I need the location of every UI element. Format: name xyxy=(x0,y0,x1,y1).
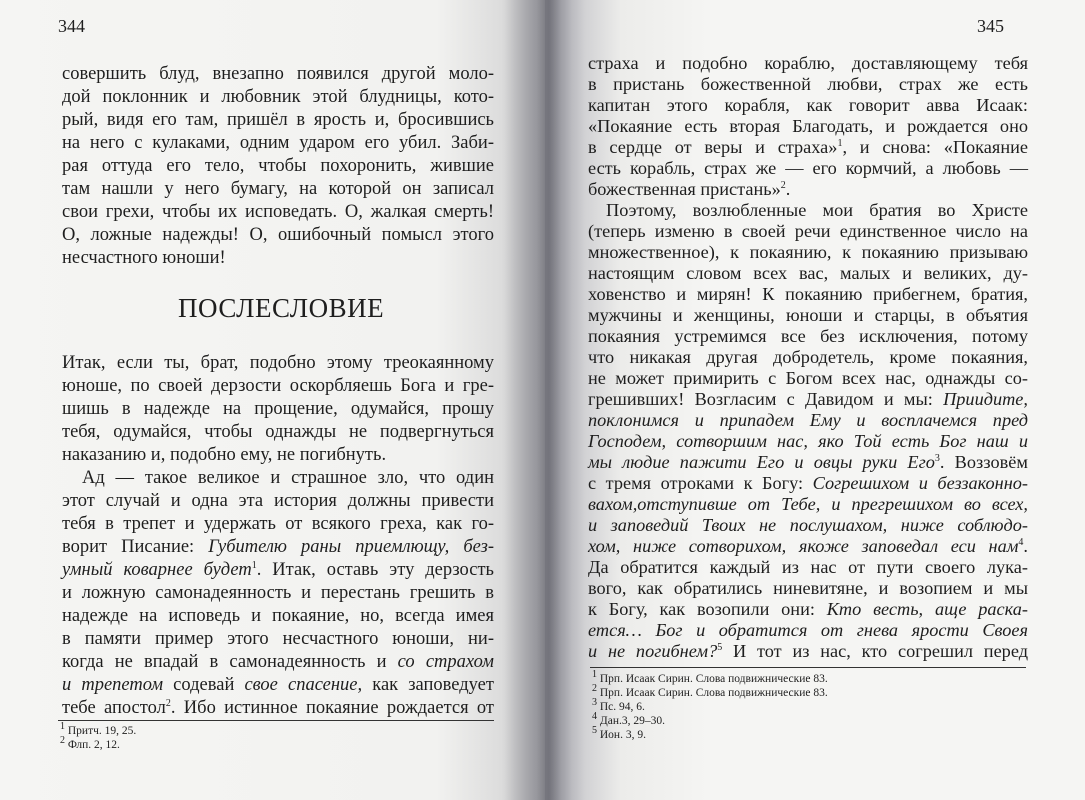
text-line: настоящим словом всех вас, малых и великих, ду- xyxy=(588,263,1028,283)
text-run: божественная пристань» xyxy=(588,179,781,199)
text-line: дой поклонник и любовник этой блудницы, кото- xyxy=(62,87,494,107)
footnote-ref: 2 xyxy=(165,697,171,709)
page-number-left: 344 xyxy=(58,16,85,36)
text-run: . Итак, оставь эту дерзость xyxy=(256,560,494,580)
text-line: этот случай и одна эта история должны привести xyxy=(62,491,494,511)
footnote-mark: 5 xyxy=(592,725,597,737)
quote-run: умный коварнее будет xyxy=(62,560,252,580)
text-line: ется… Бог и обратится от гнева ярости Своея xyxy=(588,620,1028,640)
quote-run: со страхом xyxy=(397,652,494,672)
text-line: «Покаяние есть вторая Благодать, и рождается оно xyxy=(588,116,1028,136)
text-line: наказанию и, подобно ему, не погибнуть. xyxy=(62,445,387,465)
footnote-text: Пс. 94, 6. xyxy=(599,701,645,713)
text-line xyxy=(588,640,1028,662)
footnote xyxy=(592,669,828,686)
footnote-text: Флп. 2, 12. xyxy=(67,739,120,751)
text-line: Поэтому, возлюбленные мои братия во Христе xyxy=(606,200,1028,220)
footnote-text: Притч. 19, 25. xyxy=(67,725,137,737)
footnote-text: Прп. Исаак Сирин. Слова подвижнические 83. xyxy=(599,673,828,685)
text-line: и ложную самонадеянность и перестань грешить в xyxy=(62,583,494,603)
footnote-mark: 1 xyxy=(592,669,597,681)
text-line: несчастного юноши! xyxy=(62,248,226,268)
text-line xyxy=(588,136,1028,158)
book-gutter xyxy=(505,0,585,800)
footnote-ref: 1 xyxy=(251,559,257,571)
text-line: в пристань божественной любви, страх же есть xyxy=(588,74,1028,94)
text-line xyxy=(62,697,494,719)
text-run: , и снова: «Покаяние xyxy=(842,137,1028,157)
footnote-mark: 4 xyxy=(592,711,597,723)
quote-run: Согрешихом и беззаконно- xyxy=(812,473,1028,493)
text-line: юноше, по своей дерзости оскорбляешь Бога и гре- xyxy=(62,376,494,396)
text-run: грешивших! Возгласим с Давидом и мы: xyxy=(588,389,944,409)
text-line xyxy=(588,451,1028,473)
text-run: содевай xyxy=(163,675,245,695)
text-run: . Воззовём xyxy=(939,452,1028,472)
footnote-ref: 2 xyxy=(780,179,786,191)
text-run: тебе апостол xyxy=(62,698,166,718)
text-run: . xyxy=(1023,536,1028,556)
quote-run: свое спасение, xyxy=(244,675,363,695)
text-line: Итак, если ты, брат, подобно этому треокаянному xyxy=(62,353,494,373)
text-line: мужчины и женщины, юноши и старцы, в объятия xyxy=(588,305,1028,325)
text-line: там нашли у него бумагу, на которой он записал xyxy=(62,179,494,199)
quote-run: и трепетом xyxy=(62,675,164,695)
footnote xyxy=(592,683,828,700)
text-line: совершить блуд, внезапно появился другой моло- xyxy=(62,64,494,84)
text-line: поклонимся и припадем Ему и восплачемся пред xyxy=(588,410,1028,430)
quote-run: Приидите, xyxy=(943,389,1028,409)
text-line: вого, как обратились ниневитяне, и возопием и мы xyxy=(588,578,1028,598)
text-line: тебя, одумайся, чтобы однажды не подвергнуться xyxy=(62,422,494,442)
footnote-text: Ион. 3, 9. xyxy=(599,729,646,741)
footnote-divider xyxy=(58,720,494,721)
quote-run: мы людие пажити Его и овцы руки Его xyxy=(588,452,935,472)
text-line: есть корабль, страх же — его кормчий, а любовь — xyxy=(588,158,1028,178)
text-run: как заповедует xyxy=(362,675,494,695)
page-number-right: 345 xyxy=(977,16,1004,36)
text-line: покаяния устремимся все без исключения, потому xyxy=(588,326,1028,346)
text-run: . xyxy=(785,179,791,199)
text-line: О, ложные надежды! О, ошибочный помысл этого xyxy=(62,225,494,245)
quote-run: Губителю раны приемлющу, без- xyxy=(208,537,494,557)
text-line: не может примирить с Богом всех нас, однажды со- xyxy=(588,368,1028,388)
text-run: в сердце от веры и страха» xyxy=(588,137,838,157)
text-run: когда не впадай в самонадеянность и xyxy=(62,652,398,672)
text-run: И тот из нас, кто согрешил перед xyxy=(722,641,1028,661)
footnote-mark: 1 xyxy=(60,721,65,733)
text-line: шишь в надежде на прощение, одумайся, прошу xyxy=(62,399,494,419)
text-line: в памяти пример этого несчастного юноши, ни- xyxy=(62,629,494,649)
text-line: Да обратится каждый из нас от пути своего лука- xyxy=(588,557,1028,577)
text-line: рая оттуда его тело, чтобы похоронить, жившие xyxy=(62,156,494,176)
text-line xyxy=(62,536,494,558)
quote-run: хом, ниже сотворихом, якоже заповедал еси нам xyxy=(588,536,1019,556)
text-line xyxy=(588,472,1028,494)
text-line: вахом,отступивше от Тебе, и прегрешихом во всех, xyxy=(588,494,1028,514)
footnote-divider-right xyxy=(590,667,1026,668)
text-line xyxy=(62,559,494,581)
footnote-ref: 5 xyxy=(717,641,723,653)
footnote xyxy=(60,735,120,752)
footnote-mark: 2 xyxy=(60,735,65,747)
text-line: (теперь изменю в своей речи единственное число на xyxy=(588,221,1028,241)
footnote xyxy=(592,725,646,742)
footnote xyxy=(60,721,137,738)
text-line xyxy=(588,178,1028,200)
text-line: страха и подобно кораблю, доставляющему тебя xyxy=(588,53,1028,73)
text-line: ховенство и мирян! К покаянию прибегнем, братия, xyxy=(588,284,1028,304)
text-line xyxy=(588,598,1028,620)
footnote-text: Дан.3, 29–30. xyxy=(599,715,665,727)
text-line: что никакая другая добродетель, кроме покаяния, xyxy=(588,347,1028,367)
section-heading: ПОСЛЕСЛОВИЕ xyxy=(178,293,385,323)
text-line: на него с кулаками, одним ударом его убил. Заби- xyxy=(62,133,494,153)
footnote-text: Прп. Исаак Сирин. Слова подвижнические 83. xyxy=(599,687,828,699)
footnote xyxy=(592,697,645,714)
text-line: множественное), к покаянию, к покаянию призываю xyxy=(588,242,1028,262)
text-run: . Ибо истинное покаяние рождается от xyxy=(170,698,494,718)
text-line: капитан этого корабля, как говорит авва Исаак: xyxy=(588,95,1028,115)
text-line xyxy=(588,388,1028,410)
text-line: свои грехи, чтобы их исповедать. О, жалкая смерть! xyxy=(62,202,494,222)
text-line: Ад — такое великое и страшное зло, что один xyxy=(82,468,494,488)
footnote xyxy=(592,711,665,728)
footnote-ref: 4 xyxy=(1018,536,1024,548)
text-line: рый, видя его там, пришёл в ярость и, бросившись xyxy=(62,110,494,130)
text-line xyxy=(62,674,494,696)
quote-run: и не погибнем? xyxy=(588,641,718,661)
text-line xyxy=(588,535,1028,557)
text-line: тебя в трепет и удержать от всякого греха, как го- xyxy=(62,514,494,534)
footnote-mark: 2 xyxy=(592,683,597,695)
text-line: и заповедий Твоих не послушахом, ниже соблюдо- xyxy=(588,515,1028,535)
text-run: с тремя отроками к Богу: xyxy=(588,473,813,493)
text-line: Господем, сотворшим нас, яко Той есть Бог наш и xyxy=(588,431,1028,451)
footnote-ref: 1 xyxy=(837,137,843,149)
text-run: к Богу, как возопили они: xyxy=(588,599,827,619)
text-line: надежде на исповедь и покаяние, но, всегда имея xyxy=(62,606,494,626)
text-run: ворит Писание: xyxy=(62,537,209,557)
footnote-ref: 3 xyxy=(934,452,940,464)
footnote-mark: 3 xyxy=(592,697,597,709)
quote-run: Кто весть, аще раска- xyxy=(826,599,1028,619)
text-line xyxy=(62,651,494,673)
